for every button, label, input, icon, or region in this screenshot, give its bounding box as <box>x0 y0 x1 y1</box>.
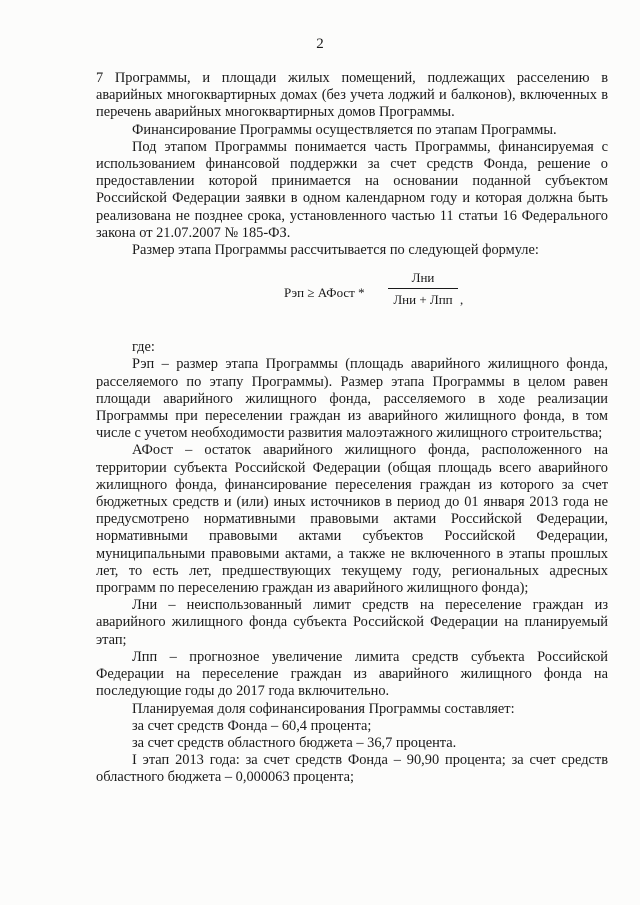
share-fund: за счет средств Фонда – 60,4 процента; <box>132 717 372 734</box>
page-number: 2 <box>316 36 324 52</box>
paragraph-formula-intro: Размер этапа Программы рассчитывается по следующей формуле: <box>132 242 539 259</box>
paragraph-share-intro: Планируемая доля софинансирования Программы составляет: <box>132 700 515 717</box>
formula-denominator: Лни + Лпп <box>393 292 453 308</box>
formula-block <box>96 265 608 323</box>
paragraph-financing: Финансирование Программы осуществляется по этапам Программы. <box>132 121 557 138</box>
paragraph-stage-definition: Под этапом Программы понимается часть Программы, финансируемая с использованием финансовой поддержки за счет средств Фонда, решение о предоставлении которой принимается на основании поданной субъектом Российской Федерации заявки в одном календарном году и которая должна быть реализована не позднее срока, установленного частью 11 статьи 16 Федерального закона от 21.07.2007 № 185-ФЗ. <box>96 138 608 241</box>
paragraph-where: где: <box>132 339 155 356</box>
share-budget: за счет средств областного бюджета – 36,7 процента. <box>132 734 457 751</box>
definition-rep: Рэп – размер этапа Программы (площадь аварийного жилищного фонда, расселяемого по этапу Программы). Размер этапа Программы в целом равен площади аварийного жилищного фонда, расселяемого в ходе реализации Программы при переселении граждан из аварийного жилищного фонда, в том числе с учетом необходимости развития малоэтажного жилищного строительства; <box>96 356 608 442</box>
definition-lpp: Лпп – прогнозное увеличение лимита средств субъекта Российской Федерации на переселение граждан из аварийного жилищного фонда на последующие годы до 2017 года включительно. <box>96 648 608 700</box>
definition-lni: Лни – неиспользованный лимит средств на переселение граждан из аварийного жилищного фонда субъекта Российской Федерации на планируемый этап; <box>96 597 608 648</box>
formula-fraction <box>388 269 458 308</box>
definition-afost: АФост – остаток аварийного жилищного фонда, расположенного на территории субъекта Российской Федерации (общая площадь всего аварийного жилищного фонда, финансирование переселения граждан из которого за счет бюджетных средств и (или) иных источников в период до 01 января 2013 года не предусмотрено нормативными правовыми актами Российской Федерации, нормативными правовыми актами субъектов Российской Федерации, муниципальными правовыми актами, а также не включенного в этапы прошлых лет, то есть лет, предшествующих текущему году, региональных адресных программ по переселению граждан из аварийного жилищного фонда); <box>96 442 608 597</box>
formula-left: Рэп ≥ АФост * <box>284 285 365 301</box>
formula-numerator: Лни <box>388 269 458 289</box>
formula-comma: , <box>460 292 464 308</box>
stage-1-2013: I этап 2013 года: за счет средств Фонда – 90,90 процента; за счет средств областного бюджета – 0,000063 процента; <box>96 752 608 786</box>
document-body <box>96 70 608 787</box>
paragraph-program-areas: 7 Программы, и площади жилых помещений, подлежащих расселению в аварийных многоквартирных домах (без учета лоджий и балконов), включенных в перечень аварийных многоквартирных домов Программы. <box>96 70 608 121</box>
